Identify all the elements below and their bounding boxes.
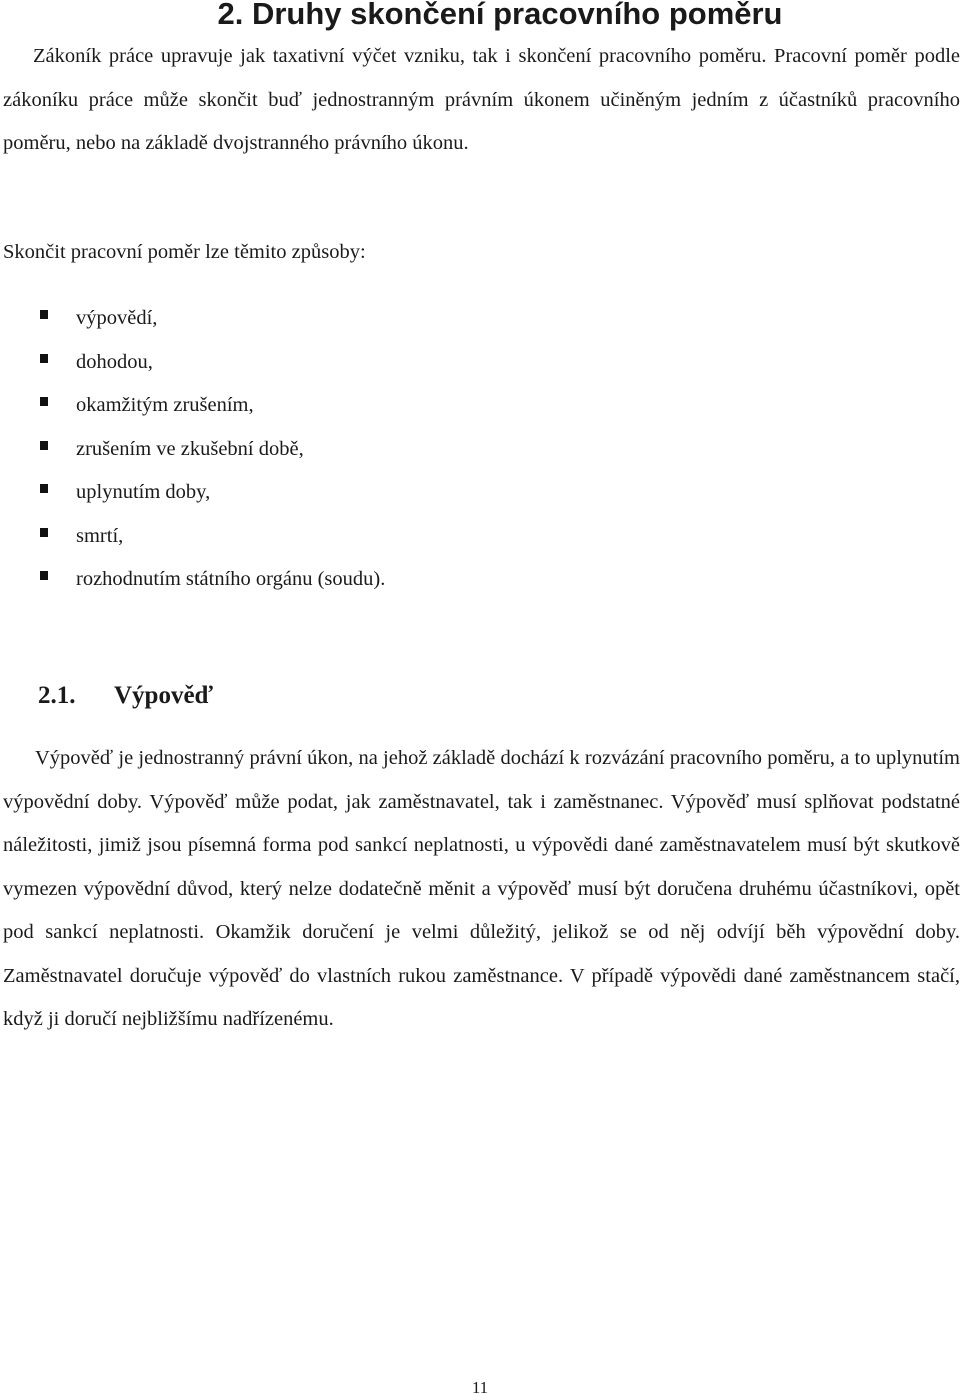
square-bullet-icon	[40, 397, 48, 406]
chapter-heading: 2. Druhy skončení pracovního poměru	[217, 0, 783, 31]
list-lead-text: Skončit pracovní poměr lze těmito způsoby:	[3, 241, 366, 263]
list-item	[0, 384, 385, 428]
list-item	[0, 428, 385, 472]
section-number: 2.1.	[38, 682, 76, 709]
square-bullet-icon	[40, 528, 48, 537]
square-bullet-icon	[40, 354, 48, 363]
termination-methods-list	[0, 297, 385, 602]
page-number: 11	[471, 1378, 489, 1397]
body-paragraph: Výpověď je jednostranný právní úkon, na jehož základě dochází k rozvázání pracovního poměru, a to uplynutím výpovědní doby. Výpověď může podat, jak zaměstnavatel, tak i zaměstnanec. Výpověď musí splňovat podstatné náležitosti, jimiž jsou písemná forma pod sankcí neplatnosti, u výpovědi dané zaměstnavatelem musí být skutkově vymezen výpovědní důvod, který nelze dodatečně měnit a výpověď musí být doručena druhému účastníkovi, opět pod sankcí neplatnosti. Okamžik doručení je velmi důležitý, jelikož se od něj odvíjí běh výpovědní doby. Zaměstnavatel doručuje výpověď do vlastních rukou zaměstnance. V případě výpovědi dané zaměstnancem stačí, když ji doručí nejbližšímu nadřízenému.	[3, 747, 960, 1030]
list-item-text: smrtí,	[76, 524, 124, 547]
section-title: Výpověď	[114, 682, 213, 709]
list-item	[0, 558, 385, 602]
list-item-text: zrušením ve zkušební době,	[76, 437, 304, 460]
list-item	[0, 341, 385, 385]
list-item-text: výpovědí,	[76, 307, 158, 329]
list-item-text: okamžitým zrušením,	[76, 394, 254, 416]
square-bullet-icon	[40, 484, 48, 493]
square-bullet-icon	[40, 310, 48, 319]
list-item-text: rozhodnutím státního orgánu (soudu).	[76, 568, 386, 590]
list-item	[0, 515, 385, 559]
list-item-text: dohodou,	[76, 350, 153, 373]
list-item	[0, 471, 385, 515]
list-item	[0, 297, 385, 341]
square-bullet-icon	[40, 441, 48, 450]
list-item-text: uplynutím doby,	[76, 481, 211, 503]
square-bullet-icon	[40, 571, 48, 580]
section-heading	[38, 676, 213, 716]
intro-paragraph: Zákoník práce upravuje jak taxativní výčet vzniku, tak i skončení pracovního poměru. Pracovní poměr podle zákoníku práce může skončit buď jednostranným právním úkonem učiněným jedním z účastníků pracovního poměru, nebo na základě dvojstranného právního úkonu.	[3, 45, 960, 154]
